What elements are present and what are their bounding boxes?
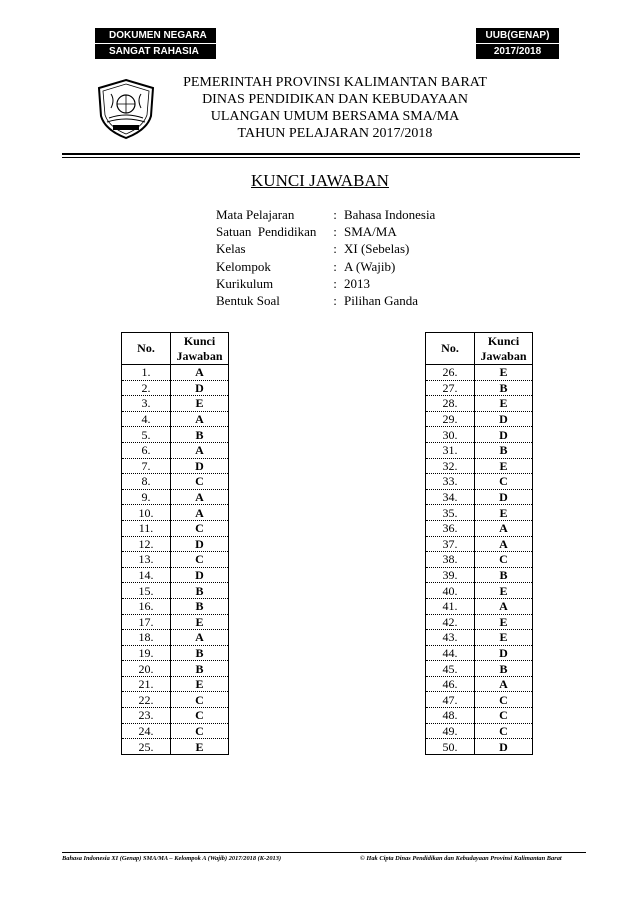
table-row xyxy=(122,520,229,536)
answer-letter: E xyxy=(171,739,229,755)
table-row xyxy=(122,396,229,412)
question-number: 30. xyxy=(426,427,475,443)
answer-rows-right xyxy=(426,365,533,755)
answer-letter: D xyxy=(171,567,229,583)
classification-badge xyxy=(95,28,216,59)
question-number: 50. xyxy=(426,739,475,755)
answer-rows-left xyxy=(122,365,229,755)
header-academic-year: TAHUN PELAJARAN 2017/2018 xyxy=(237,126,433,141)
question-number: 39. xyxy=(426,567,475,583)
info-row-school-level xyxy=(216,223,435,240)
table-row xyxy=(426,567,533,583)
exam-period-badge xyxy=(476,28,559,59)
answer-letter: C xyxy=(171,474,229,490)
info-value: Bahasa Indonesia xyxy=(344,207,436,222)
table-header-row xyxy=(122,333,229,365)
answer-letter: B xyxy=(475,661,533,677)
table-row xyxy=(426,598,533,614)
table-row xyxy=(122,692,229,708)
question-number: 14. xyxy=(122,567,171,583)
answer-letter: C xyxy=(171,552,229,568)
question-number: 5. xyxy=(122,427,171,443)
info-row-subject xyxy=(216,206,435,223)
question-number: 15. xyxy=(122,583,171,599)
answer-letter: C xyxy=(171,692,229,708)
answer-letter: A xyxy=(171,442,229,458)
info-row-class xyxy=(216,240,435,257)
table-row xyxy=(426,489,533,505)
answer-letter: C xyxy=(475,723,533,739)
question-number: 32. xyxy=(426,458,475,474)
question-number: 4. xyxy=(122,411,171,427)
question-number: 37. xyxy=(426,536,475,552)
question-number: 9. xyxy=(122,489,171,505)
table-row xyxy=(122,708,229,724)
question-number: 12. xyxy=(122,536,171,552)
table-row xyxy=(122,645,229,661)
table-row xyxy=(426,520,533,536)
info-row-group xyxy=(216,258,435,275)
answer-letter: D xyxy=(171,458,229,474)
question-number: 33. xyxy=(426,474,475,490)
info-label: Bentuk Soal xyxy=(216,292,280,308)
table-row xyxy=(426,474,533,490)
answer-letter: A xyxy=(171,489,229,505)
table-row xyxy=(122,739,229,755)
info-value: XI (Sebelas) xyxy=(344,241,410,257)
answer-letter: C xyxy=(475,692,533,708)
classification-line-2: SANGAT RAHASIA xyxy=(95,43,216,59)
table-row xyxy=(426,723,533,739)
question-number: 17. xyxy=(122,614,171,630)
table-row xyxy=(122,661,229,677)
answer-key-table-right xyxy=(425,332,533,755)
table-row xyxy=(122,442,229,458)
question-number: 27. xyxy=(426,380,475,396)
question-number: 29. xyxy=(426,411,475,427)
table-row xyxy=(426,739,533,755)
question-number: 25. xyxy=(122,739,171,755)
footer-copyright: © Hak Cipta Dinas Pendidikan dan Kebudayaan Provinsi Kalimantan Barat xyxy=(360,855,562,862)
answer-letter: E xyxy=(475,396,533,412)
answer-letter: B xyxy=(171,661,229,677)
table-row xyxy=(122,630,229,646)
table-row xyxy=(122,536,229,552)
answer-letter: C xyxy=(171,520,229,536)
question-number: 3. xyxy=(122,396,171,412)
header-answer-key-line-2: Jawaban xyxy=(176,348,223,363)
province-emblem-logo xyxy=(95,78,157,140)
question-number: 28. xyxy=(426,396,475,412)
answer-letter: D xyxy=(475,427,533,443)
table-row xyxy=(426,411,533,427)
answer-letter: C xyxy=(475,552,533,568)
question-number: 18. xyxy=(122,630,171,646)
table-row xyxy=(122,474,229,490)
answer-letter: B xyxy=(171,583,229,599)
question-number: 7. xyxy=(122,458,171,474)
footer-divider xyxy=(62,852,586,853)
question-number: 31. xyxy=(426,442,475,458)
answer-letter: A xyxy=(475,520,533,536)
table-row xyxy=(426,458,533,474)
question-number: 38. xyxy=(426,552,475,568)
answer-letter: E xyxy=(475,458,533,474)
header-number: No. xyxy=(122,333,171,365)
table-row xyxy=(122,614,229,630)
table-row xyxy=(426,645,533,661)
question-number: 48. xyxy=(426,708,475,724)
question-number: 19. xyxy=(122,645,171,661)
answer-letter: E xyxy=(171,614,229,630)
header-answer-key-line-1: Kunci xyxy=(487,333,520,348)
table-row xyxy=(122,723,229,739)
table-row xyxy=(426,583,533,599)
info-colon: : xyxy=(333,241,337,257)
answer-letter: B xyxy=(475,567,533,583)
info-value: SMA/MA xyxy=(344,224,397,240)
question-number: 43. xyxy=(426,630,475,646)
table-row xyxy=(426,552,533,568)
table-row xyxy=(122,427,229,443)
exam-info xyxy=(216,206,435,309)
question-number: 21. xyxy=(122,676,171,692)
table-row xyxy=(426,708,533,724)
table-row xyxy=(426,365,533,381)
answer-letter: A xyxy=(475,676,533,692)
answer-letter: D xyxy=(171,536,229,552)
table-row xyxy=(426,536,533,552)
question-number: 49. xyxy=(426,723,475,739)
header-exam-name: ULANGAN UMUM BERSAMA SMA/MA xyxy=(210,109,460,124)
header-number: No. xyxy=(426,333,475,365)
info-label: Satuan Pendidikan xyxy=(216,224,317,240)
question-number: 40. xyxy=(426,583,475,599)
header-divider xyxy=(62,153,580,155)
question-number: 47. xyxy=(426,692,475,708)
table-row xyxy=(426,676,533,692)
page-title: KUNCI JAWABAN xyxy=(251,171,389,190)
table-row xyxy=(122,505,229,521)
answer-letter: E xyxy=(475,365,533,381)
answer-letter: D xyxy=(475,645,533,661)
table-row xyxy=(122,380,229,396)
answer-letter: A xyxy=(171,505,229,521)
info-value: 2013 xyxy=(344,275,370,291)
header-department: DINAS PENDIDIKAN DAN KEBUDAYAAN xyxy=(202,92,468,107)
answer-letter: E xyxy=(475,583,533,599)
info-label: Kelas xyxy=(216,241,246,257)
table-row xyxy=(122,489,229,505)
table-row xyxy=(122,365,229,381)
answer-letter: C xyxy=(475,708,533,724)
answer-letter: B xyxy=(475,380,533,396)
info-colon: : xyxy=(333,258,337,274)
answer-letter: E xyxy=(171,396,229,412)
question-number: 2. xyxy=(122,380,171,396)
answer-letter: E xyxy=(475,505,533,521)
info-value: A (Wajib) xyxy=(344,258,396,274)
answer-letter: C xyxy=(171,723,229,739)
info-value: Pilihan Ganda xyxy=(344,292,419,308)
answer-letter: B xyxy=(171,598,229,614)
answer-letter: A xyxy=(171,630,229,646)
header-divider-thin xyxy=(62,157,580,158)
question-number: 24. xyxy=(122,723,171,739)
header-answer-key xyxy=(171,333,229,365)
answer-letter: B xyxy=(475,442,533,458)
question-number: 35. xyxy=(426,505,475,521)
header-government: PEMERINTAH PROVINSI KALIMANTAN BARAT xyxy=(183,75,487,90)
header-answer-key xyxy=(475,333,533,365)
answer-letter: A xyxy=(171,411,229,427)
table-row xyxy=(426,692,533,708)
answer-letter: C xyxy=(171,708,229,724)
exam-period-line-2: 2017/2018 xyxy=(476,43,559,59)
question-number: 20. xyxy=(122,661,171,677)
question-number: 36. xyxy=(426,520,475,536)
answer-letter: D xyxy=(475,489,533,505)
answer-letter: E xyxy=(171,676,229,692)
answer-letter: D xyxy=(475,411,533,427)
info-colon: : xyxy=(333,224,337,240)
table-row xyxy=(426,396,533,412)
table-row xyxy=(122,567,229,583)
answer-letter: E xyxy=(475,614,533,630)
question-number: 8. xyxy=(122,474,171,490)
exam-period-line-1: UUB(GENAP) xyxy=(485,30,550,41)
question-number: 11. xyxy=(122,520,171,536)
question-number: 1. xyxy=(122,365,171,381)
header-answer-key-line-2: Jawaban xyxy=(480,348,527,363)
question-number: 22. xyxy=(122,692,171,708)
question-number: 16. xyxy=(122,598,171,614)
answer-letter: A xyxy=(171,365,229,381)
info-row-curriculum xyxy=(216,275,435,292)
question-number: 42. xyxy=(426,614,475,630)
table-row xyxy=(426,505,533,521)
answer-letter: B xyxy=(171,645,229,661)
question-number: 23. xyxy=(122,708,171,724)
table-row xyxy=(426,427,533,443)
table-row xyxy=(426,442,533,458)
table-row xyxy=(122,552,229,568)
table-row xyxy=(122,458,229,474)
info-label: Kurikulum xyxy=(216,275,274,291)
answer-key-table-left xyxy=(121,332,229,755)
table-row xyxy=(122,676,229,692)
info-colon: : xyxy=(333,292,337,308)
info-colon: : xyxy=(333,275,337,291)
question-number: 13. xyxy=(122,552,171,568)
table-row xyxy=(426,614,533,630)
answer-letter: A xyxy=(475,598,533,614)
footer-subject-info: Bahasa Indonesia XI (Genap) SMA/MA – Kelompok A (Wajib) 2017/2018 (K-2013) xyxy=(62,855,282,862)
question-number: 44. xyxy=(426,645,475,661)
info-label: Kelompok xyxy=(216,258,271,274)
table-row xyxy=(426,630,533,646)
table-row xyxy=(122,598,229,614)
table-row xyxy=(122,411,229,427)
info-colon: : xyxy=(333,207,337,222)
question-number: 46. xyxy=(426,676,475,692)
classification-line-1: DOKUMEN NEGARA xyxy=(109,30,207,41)
answer-letter: A xyxy=(475,536,533,552)
table-row xyxy=(426,380,533,396)
answer-letter: C xyxy=(475,474,533,490)
table-header-row xyxy=(426,333,533,365)
question-number: 6. xyxy=(122,442,171,458)
answer-letter: E xyxy=(475,630,533,646)
question-number: 10. xyxy=(122,505,171,521)
info-label: Mata Pelajaran xyxy=(216,207,295,222)
table-row xyxy=(122,583,229,599)
info-row-question-type xyxy=(216,292,435,309)
header-answer-key-line-1: Kunci xyxy=(183,333,216,348)
table-row xyxy=(426,661,533,677)
question-number: 26. xyxy=(426,365,475,381)
question-number: 45. xyxy=(426,661,475,677)
answer-letter: D xyxy=(171,380,229,396)
answer-letter: D xyxy=(475,739,533,755)
question-number: 34. xyxy=(426,489,475,505)
question-number: 41. xyxy=(426,598,475,614)
answer-letter: B xyxy=(171,427,229,443)
